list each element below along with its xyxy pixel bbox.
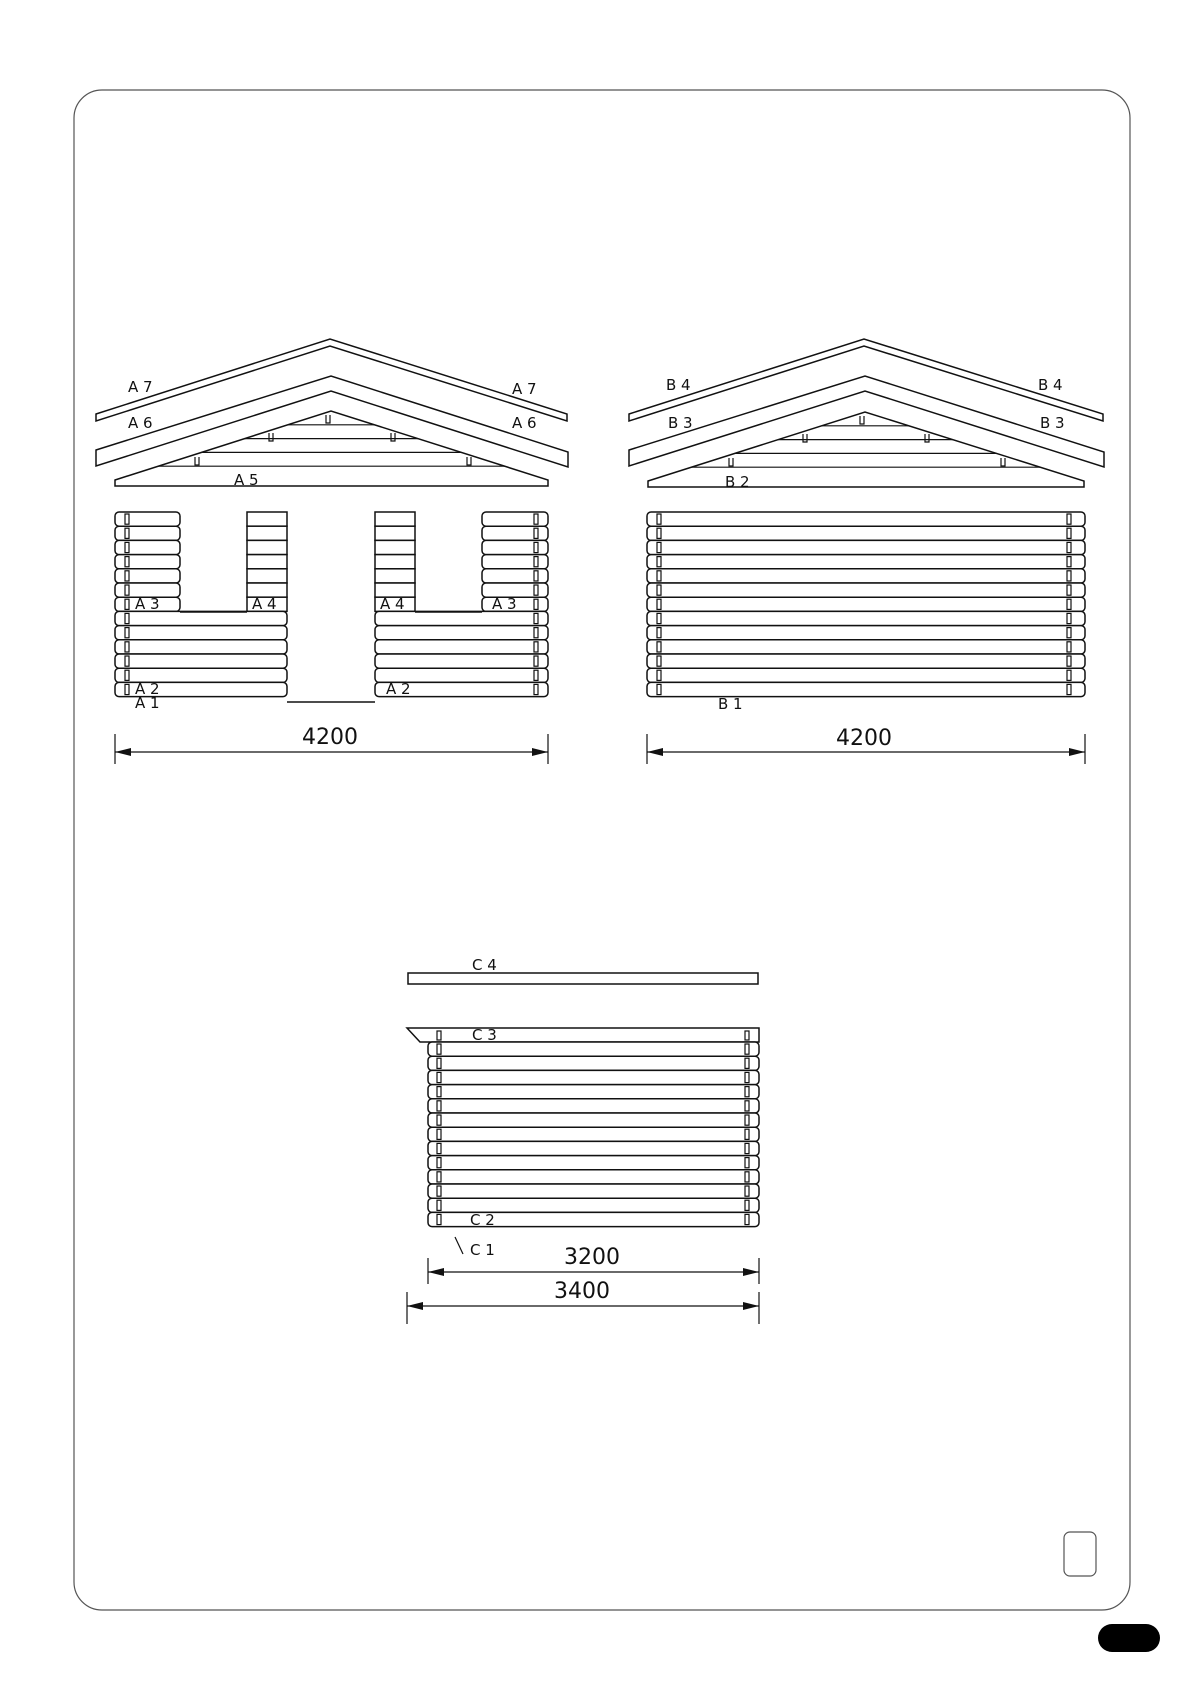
wall-log (375, 654, 548, 668)
label-b2: B 2 (725, 473, 750, 491)
wall-log (428, 1156, 759, 1170)
gable-outline (115, 411, 548, 486)
front-wall-diagram (96, 339, 568, 764)
wall-log (428, 1127, 759, 1141)
wall-log (428, 1056, 759, 1070)
wall-log (428, 1085, 759, 1099)
label-b3-right: B 3 (1040, 414, 1065, 432)
label-a4-left: A 4 (252, 595, 277, 613)
page-number-badge (1098, 1624, 1160, 1652)
wall-log (115, 626, 287, 640)
side-wall-logs (407, 1028, 759, 1227)
wall-log (375, 540, 415, 554)
wall-log (375, 640, 548, 654)
wall-log (647, 682, 1085, 696)
wall-log (375, 611, 548, 625)
label-a7-left: A 7 (128, 378, 153, 396)
c1-leader-line (455, 1237, 463, 1254)
back-wall-diagram (629, 339, 1104, 764)
wall-log (647, 668, 1085, 682)
label-a3-right: A 3 (492, 595, 517, 613)
wall-log (647, 569, 1085, 583)
label-a1: A 1 (135, 694, 160, 712)
wall-log (375, 512, 415, 526)
wall-log (428, 1099, 759, 1113)
back-width-label: 4200 (836, 726, 892, 751)
label-a5: A 5 (234, 471, 259, 489)
wall-log (647, 526, 1085, 540)
label-b4-left: B 4 (666, 376, 691, 394)
wall-log (247, 540, 287, 554)
wall-log (428, 1113, 759, 1127)
page-tab (1064, 1532, 1096, 1576)
side-outer-width-label: 3400 (554, 1279, 610, 1304)
wall-log (647, 512, 1085, 526)
side-inner-width-label: 3200 (564, 1245, 620, 1270)
label-a6-left: A 6 (128, 414, 153, 432)
wall-log (375, 555, 415, 569)
wall-log (428, 1170, 759, 1184)
wall-log (247, 526, 287, 540)
label-b1: B 1 (718, 695, 743, 713)
wall-log (247, 512, 287, 526)
wall-log (115, 611, 287, 625)
wall-log (647, 555, 1085, 569)
wall-log (647, 611, 1085, 625)
label-a3-left: A 3 (135, 595, 160, 613)
side-wall-diagram (407, 956, 759, 1324)
wall-log (647, 583, 1085, 597)
side-outer-width-dimension (407, 1279, 759, 1324)
front-width-dimension (115, 725, 548, 764)
label-a7-right: A 7 (512, 380, 537, 398)
label-a2-right: A 2 (386, 680, 411, 698)
wall-log (428, 1070, 759, 1084)
wall-log (647, 597, 1085, 611)
wall-log (115, 654, 287, 668)
wall-log (375, 569, 415, 583)
label-c3: C 3 (472, 1026, 497, 1044)
label-a2-left: A 2 (135, 680, 160, 698)
label-c4: C 4 (472, 956, 497, 974)
wall-log (115, 640, 287, 654)
label-c1: C 1 (470, 1241, 495, 1259)
back-wall-logs (647, 512, 1085, 697)
page-frame (74, 90, 1130, 1610)
front-width-label: 4200 (302, 725, 358, 750)
wall-log (247, 555, 287, 569)
wall-log (375, 626, 548, 640)
label-b4-right: B 4 (1038, 376, 1063, 394)
back-width-dimension (647, 726, 1085, 764)
gable-a5 (115, 411, 548, 486)
wall-log (647, 654, 1085, 668)
label-b3-left: B 3 (668, 414, 693, 432)
wall-log (647, 640, 1085, 654)
wall-log (375, 526, 415, 540)
front-wall-logs (115, 512, 548, 702)
wall-log (647, 540, 1085, 554)
label-a6-right: A 6 (512, 414, 537, 432)
wall-log (247, 569, 287, 583)
log-c3 (407, 1028, 759, 1042)
wall-log (647, 626, 1085, 640)
wall-log (428, 1042, 759, 1056)
label-c2: C 2 (470, 1211, 495, 1229)
board-c4 (408, 973, 758, 984)
label-a4-right: A 4 (380, 595, 405, 613)
wall-log (428, 1184, 759, 1198)
wall-log (428, 1141, 759, 1155)
